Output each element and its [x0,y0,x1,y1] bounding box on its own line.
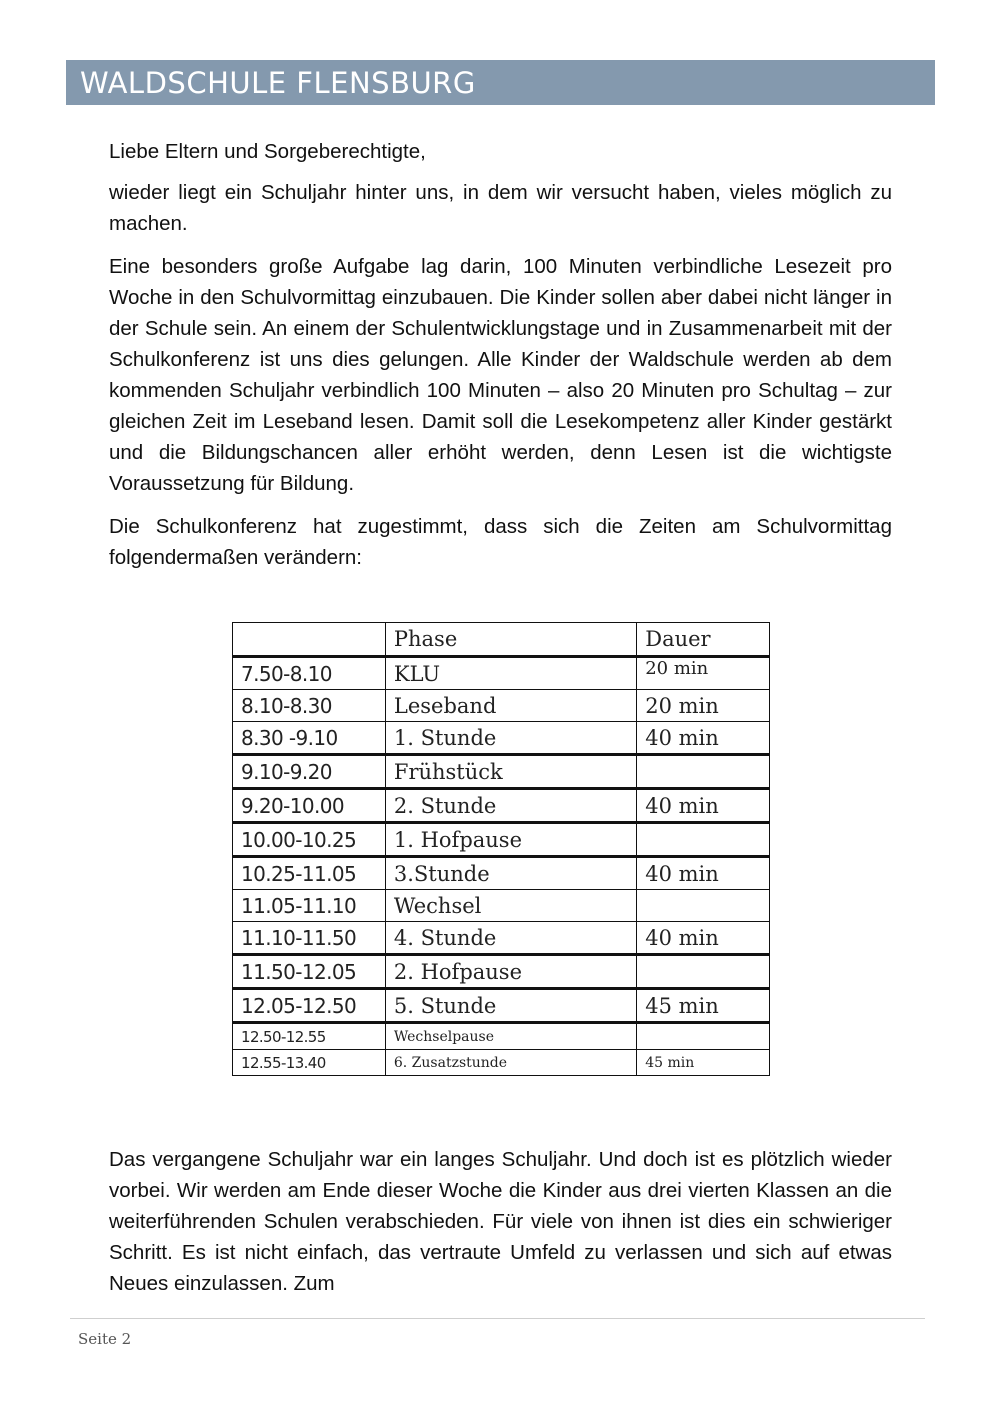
phase-cell: 1. Hofpause [385,823,636,857]
time-cell: 9.20-10.00 [233,789,386,823]
table-row [233,955,770,989]
phase-cell: Wechselpause [385,1023,636,1050]
duration-cell: 45 min [637,1050,770,1076]
school-title: WALDSCHULE FLENSBURG [80,66,476,100]
schedule-table [232,622,770,1076]
phase-cell: Leseband [385,690,636,722]
time-cell: 12.50-12.55 [233,1023,386,1050]
time-cell: 10.00-10.25 [233,823,386,857]
table-row [233,1023,770,1050]
time-cell: 11.10-11.50 [233,922,386,955]
table-row [233,657,770,690]
duration-cell: 45 min [637,989,770,1023]
duration-cell [637,1023,770,1050]
time-cell: 11.05-11.10 [233,890,386,922]
phase-cell: KLU [385,657,636,690]
table-row [233,922,770,955]
table-row [233,989,770,1023]
duration-cell [637,823,770,857]
letter-body [109,136,892,585]
page-number: Seite 2 [78,1330,132,1348]
table-row [233,823,770,857]
duration-cell: 40 min [637,789,770,823]
time-cell: 10.25-11.05 [233,857,386,890]
phase-cell: 5. Stunde [385,989,636,1023]
duration-cell [637,890,770,922]
letter-paragraph-2: Eine besonders große Aufgabe lag darin, 100 Minuten verbindliche Lesezeit pro Woche in den Schulvormittag einzubauen. Die Kinder sollen aber dabei nicht länger in der Schule sein. An einem der Schulentwicklungstage und in Zusammenarbeit mit der Schulkonferenz ist uns dies gelungen. Alle Kinder der Waldschule werden ab dem kommenden Schuljahr verbindlich 100 Minuten – also 20 Minuten pro Schultag – zur gleichen Zeit im Leseband lesen. Damit soll die Lesekompetenz aller Kinder gestärkt und die Bildungschancen aller erhöht werden, denn Lesen ist die wichtigste Voraussetzung für Bildung. [109,255,892,495]
table-row [233,890,770,922]
table-row [233,857,770,890]
letter-greeting: Liebe Eltern und Sorgeberechtigte, [109,140,426,163]
time-cell: 12.55-13.40 [233,1050,386,1076]
time-cell: 7.50-8.10 [233,657,386,690]
duration-cell: 40 min [637,922,770,955]
table-row [233,690,770,722]
table-row [233,722,770,755]
duration-cell: 40 min [637,857,770,890]
letter-paragraph-4: Das vergangene Schuljahr war ein langes Schuljahr. Und doch ist es plötzlich wieder vorbei. Wir werden am Ende dieser Woche die Kinder aus drei vierten Klassen an die weiterführenden Schulen verabschieden. Für viele von ihnen ist dies ein schwieriger Schritt. Es ist nicht einfach, das vertraute Umfeld zu verlassen und sich auf etwas Neues einzulassen. Zum [109,1148,892,1295]
phase-cell: 4. Stunde [385,922,636,955]
footer-divider [70,1318,925,1319]
duration-cell: 40 min [637,722,770,755]
duration-cell: 20 min [637,690,770,722]
header-cell-time [233,623,386,657]
phase-cell: 3.Stunde [385,857,636,890]
phase-cell: 2. Stunde [385,789,636,823]
schedule-header-row [233,623,770,657]
phase-cell: 6. Zusatzstunde [385,1050,636,1076]
header-cell-phase: Phase [385,623,636,657]
duration-cell: 20 min [637,657,770,690]
time-cell: 9.10-9.20 [233,755,386,789]
phase-cell: Frühstück [385,755,636,789]
table-row [233,1050,770,1076]
duration-cell [637,755,770,789]
table-row [233,755,770,789]
duration-cell [637,955,770,989]
header-banner [66,60,935,105]
phase-cell: 2. Hofpause [385,955,636,989]
phase-cell: Wechsel [385,890,636,922]
phase-cell: 1. Stunde [385,722,636,755]
letter-paragraph-3: Die Schulkonferenz hat zugestimmt, dass sich die Zeiten am Schulvormittag folgendermaßen verändern: [109,515,892,569]
time-cell: 11.50-12.05 [233,955,386,989]
table-row [233,789,770,823]
letter-paragraph-1: wieder liegt ein Schuljahr hinter uns, in dem wir versucht haben, vieles möglich zu machen. [109,181,892,235]
time-cell: 12.05-12.50 [233,989,386,1023]
header-cell-duration: Dauer [637,623,770,657]
time-cell: 8.10-8.30 [233,690,386,722]
time-cell: 8.30 -9.10 [233,722,386,755]
